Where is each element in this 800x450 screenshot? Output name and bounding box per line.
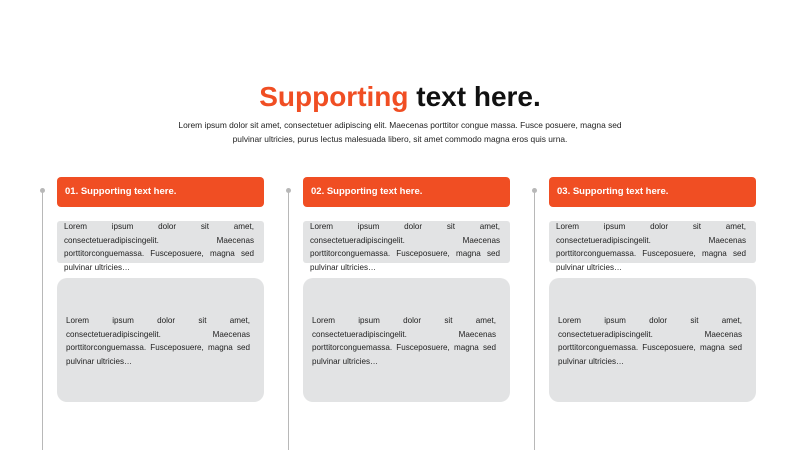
short-text: Lorem ipsum dolor sit amet, consectetueradipiscingelit. Maecenas porttitorconguemassa. Fusceposuere, magna sed pulvinar ultricies… <box>64 222 254 272</box>
timeline-dot <box>532 188 537 193</box>
timeline-line <box>288 192 289 450</box>
column-heading: 02. Supporting text here. <box>303 177 510 207</box>
short-text-box <box>549 221 756 272</box>
long-text-box <box>57 278 264 402</box>
page-title-rest: text here. <box>408 81 541 112</box>
long-text: Lorem ipsum dolor sit amet, consectetueradipiscingelit. Maecenas porttitorconguemassa. Fusceposuere, magna sed pulvinar ultricies… <box>312 316 496 366</box>
short-text-box <box>57 221 264 272</box>
timeline-line <box>42 192 43 450</box>
page-subtitle: Lorem ipsum dolor sit amet, consectetuer adipiscing elit. Maecenas porttitor congue massa. Fusce posuere, magna sed pulvinar ultricies, purus lectus malesuada libero, sit amet commodo magna eros quis urna. <box>178 120 622 144</box>
timeline-dot <box>40 188 45 193</box>
timeline-line <box>534 192 535 450</box>
long-text-box <box>549 278 756 402</box>
column-heading: 01. Supporting text here. <box>57 177 264 207</box>
short-text: Lorem ipsum dolor sit amet, consectetueradipiscingelit. Maecenas porttitorconguemassa. Fusceposuere, magna sed pulvinar ultricies… <box>310 222 500 272</box>
page-title <box>0 80 800 114</box>
timeline-dot <box>286 188 291 193</box>
long-text: Lorem ipsum dolor sit amet, consectetueradipiscingelit. Maecenas porttitorconguemassa. Fusceposuere, magna sed pulvinar ultricies… <box>66 316 250 366</box>
column-heading: 03. Supporting text here. <box>549 177 756 207</box>
short-text-box <box>303 221 510 272</box>
column-1 <box>40 177 260 450</box>
page-title-accent: Supporting <box>259 81 409 112</box>
column-2 <box>286 177 506 450</box>
long-text: Lorem ipsum dolor sit amet, consectetueradipiscingelit. Maecenas porttitorconguemassa. Fusceposuere, magna sed pulvinar ultricies… <box>558 316 742 366</box>
short-text: Lorem ipsum dolor sit amet, consectetueradipiscingelit. Maecenas porttitorconguemassa. Fusceposuere, magna sed pulvinar ultricies… <box>556 222 746 272</box>
column-3 <box>532 177 752 450</box>
long-text-box <box>303 278 510 402</box>
